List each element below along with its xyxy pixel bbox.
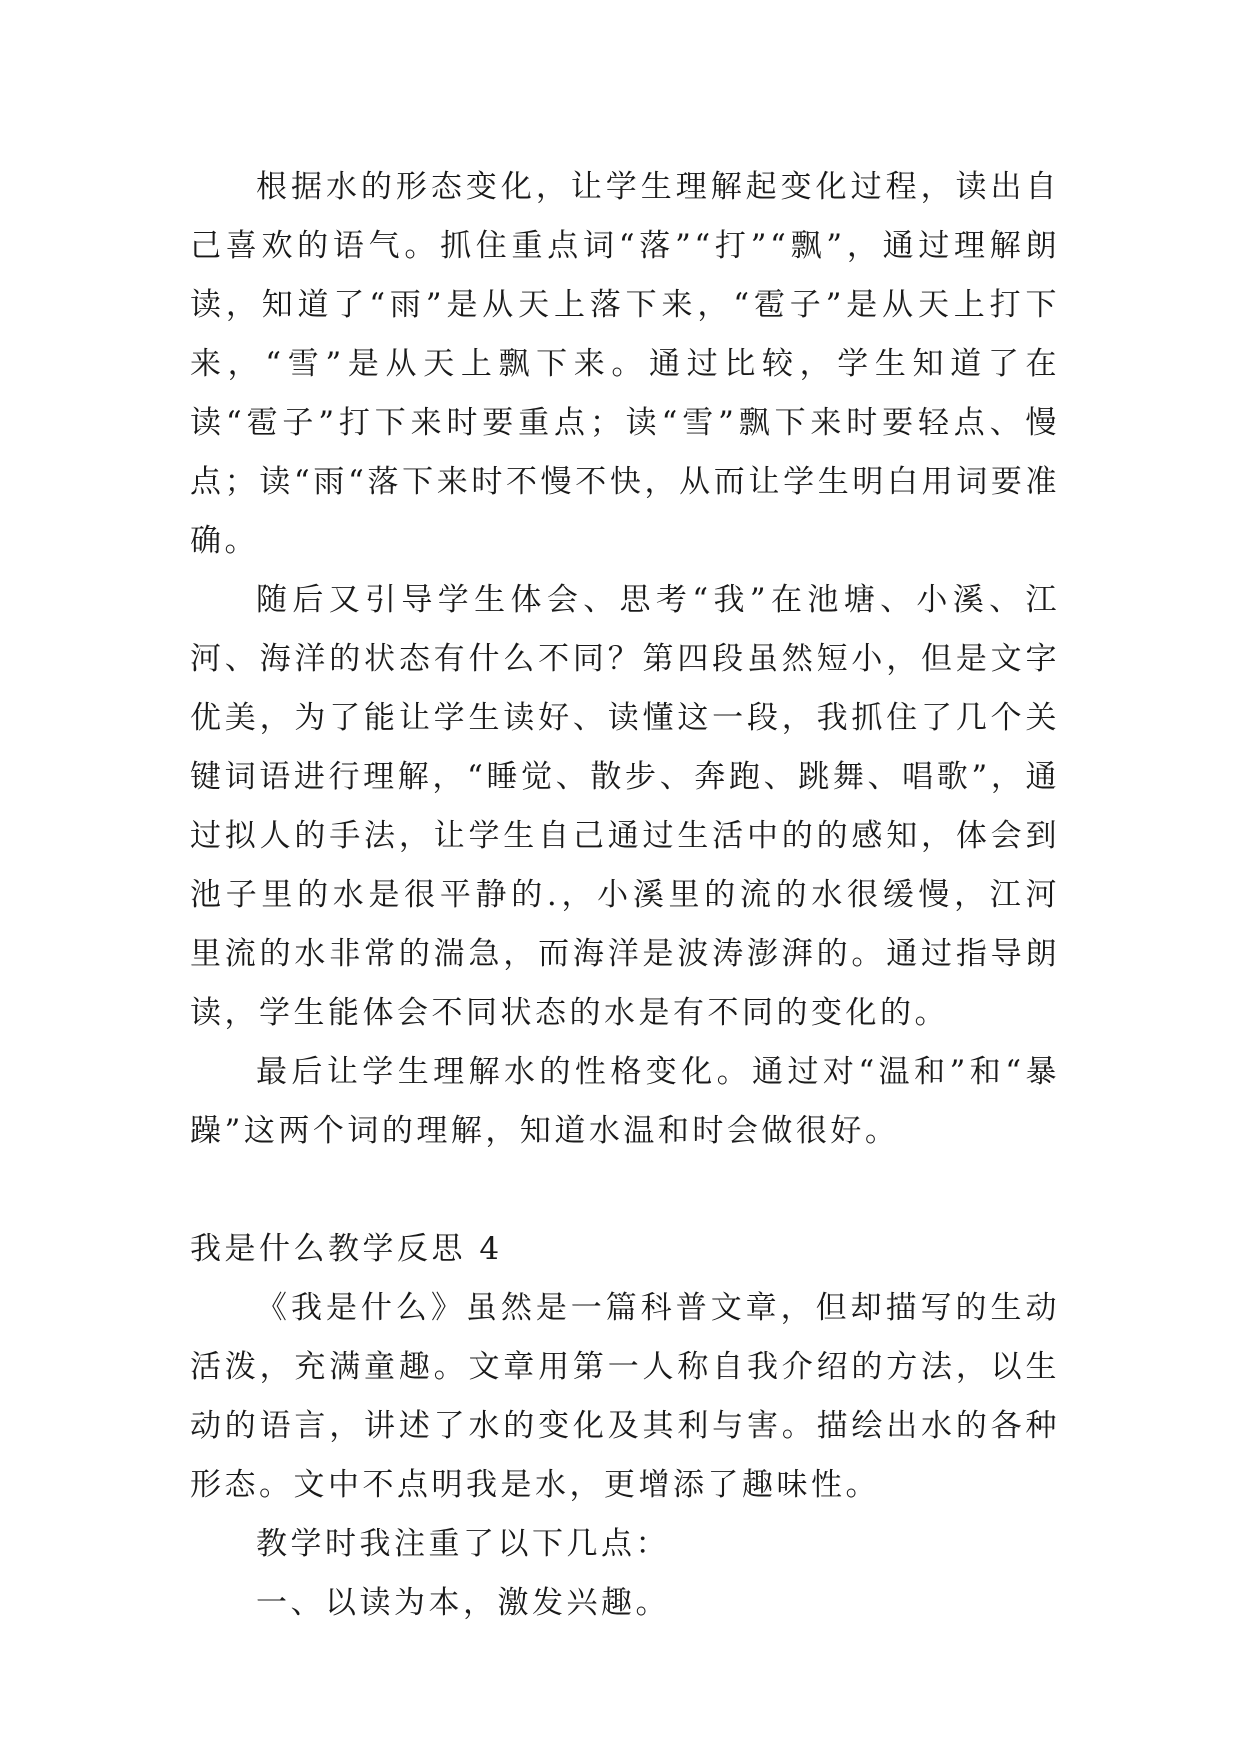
paragraph-intro: 《我是什么》虽然是一篇科普文章，但却描写的生动活泼，充满童趣。文章用第一人称自我介绍的方法，以生动的语言，讲述了水的变化及其利与害。描绘出水的各种形态。文中不点明我是水，更增添了趣味性。 bbox=[190, 1290, 1060, 1503]
document-page bbox=[190, 158, 1060, 1633]
paragraph-form-changes: 根据水的形态变化，让学生理解起变化过程，读出自己喜欢的语气。抓住重点词“落”“打”“飘”，通过理解朗读，知道了“雨”是从天上落下来，“雹子”是从天上打下来，“雪”是从天上飘下来。通过比较，学生知道了在读“雹子”打下来时要重点；读“雪”飘下来时要轻点、慢点；读“雨“落下来时不慢不快，从而让学生明白用词要准确。 bbox=[190, 169, 1060, 559]
paragraph-water-temper: 最后让学生理解水的性格变化。通过对“温和”和“暴躁”这两个词的理解，知道水温和时会做很好。 bbox=[190, 1054, 1060, 1149]
paragraph-teaching-points: 教学时我注重了以下几点： bbox=[256, 1526, 670, 1562]
section-heading: 我是什么教学反思 4 bbox=[190, 1231, 503, 1267]
paragraph-water-states: 随后又引导学生体会、思考“我”在池塘、小溪、江河、海洋的状态有什么不同？第四段虽然短小，但是文字优美，为了能让学生读好、读懂这一段，我抓住了几个关键词语进行理解，“睡觉、散步、奔跑、跳舞、唱歌”，通过拟人的手法，让学生自己通过生活中的的感知，体会到池子里的水是很平静的.，小溪里的流的水很缓慢，江河里流的水非常的湍急，而海洋是波涛澎湃的。通过指导朗读，学生能体会不同状态的水是有不同的变化的。 bbox=[190, 582, 1060, 1031]
paragraph-point-one: 一、以读为本，激发兴趣。 bbox=[256, 1585, 670, 1621]
